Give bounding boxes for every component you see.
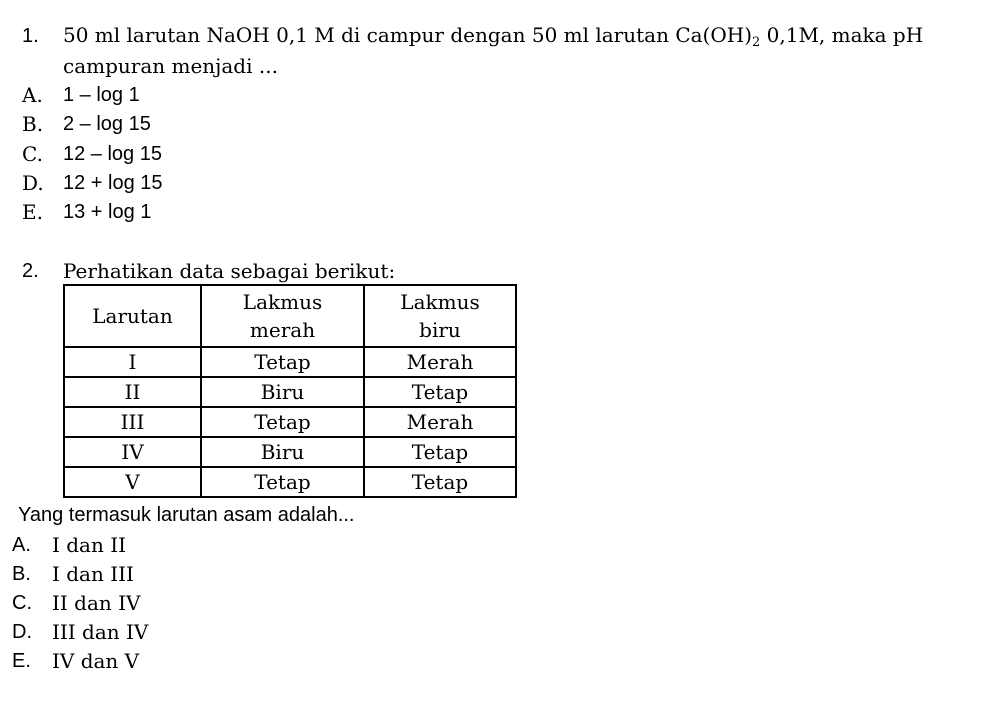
cell-larutan: V	[64, 467, 201, 497]
cell-larutan: I	[64, 347, 201, 377]
q1-text-part-b: 0,1M, maka pH	[760, 23, 924, 47]
q2-option-b-letter: B.	[12, 563, 31, 585]
q1-number: 1.	[22, 25, 39, 47]
cell-larutan: IV	[64, 437, 201, 467]
q1-text-line2: campuran menjadi ...	[63, 54, 278, 78]
q1-option-c-text: 12 – log 15	[63, 143, 162, 165]
q2-option-d-letter: D.	[12, 621, 32, 643]
q1-option-a-text: 1 – log 1	[63, 84, 140, 106]
q1-text-subscript: 2	[752, 35, 761, 50]
cell-larutan: II	[64, 377, 201, 407]
cell-lakmus-biru: Merah	[364, 347, 516, 377]
q1-option-c-letter: C.	[22, 142, 43, 166]
q1-option-e-text: 13 + log 1	[63, 201, 152, 223]
q2-question: Yang termasuk larutan asam adalah...	[18, 504, 355, 526]
table-header-row	[64, 285, 516, 347]
q1-option-b-letter: B.	[22, 112, 44, 136]
q2-option-e-letter: E.	[12, 650, 31, 672]
q2-option-c-letter: C.	[12, 592, 32, 614]
cell-lakmus-biru: Merah	[364, 407, 516, 437]
q2-option-a-letter: A.	[12, 534, 31, 556]
cell-lakmus-biru: Tetap	[364, 437, 516, 467]
table-row	[64, 467, 516, 497]
q1-text-part-a: 50 ml larutan NaOH 0,1 M di campur dengan 50 ml larutan Ca(OH)	[63, 23, 752, 47]
q1-option-a-letter: A.	[22, 83, 43, 107]
cell-larutan: III	[64, 407, 201, 437]
q1-option-d-letter: D.	[22, 171, 44, 195]
q2-option-a-text: I dan II	[52, 533, 127, 557]
table-row	[64, 377, 516, 407]
q2-option-b-text: I dan III	[52, 562, 134, 586]
table-row	[64, 407, 516, 437]
q1-text-line1	[63, 23, 923, 51]
q1-option-d-text: 12 + log 15	[63, 172, 163, 194]
q2-text: Perhatikan data sebagai berikut:	[63, 259, 396, 283]
cell-lakmus-merah: Biru	[201, 377, 364, 407]
table-row	[64, 437, 516, 467]
q2-option-e-text: IV dan V	[52, 649, 140, 673]
q2-option-c-text: II dan IV	[52, 591, 141, 615]
litmus-data-table	[63, 284, 517, 498]
cell-lakmus-merah: Tetap	[201, 407, 364, 437]
cell-lakmus-biru: Tetap	[364, 467, 516, 497]
header-larutan: Larutan	[64, 285, 201, 347]
q2-number: 2.	[22, 260, 39, 282]
header-lakmus-merah: Lakmus merah	[201, 285, 364, 347]
cell-lakmus-merah: Biru	[201, 437, 364, 467]
table-row	[64, 347, 516, 377]
cell-lakmus-biru: Tetap	[364, 377, 516, 407]
cell-lakmus-merah: Tetap	[201, 467, 364, 497]
header-lakmus-biru: Lakmus biru	[364, 285, 516, 347]
cell-lakmus-merah: Tetap	[201, 347, 364, 377]
q1-option-b-text: 2 – log 15	[63, 113, 151, 135]
q2-option-d-text: III dan IV	[52, 620, 149, 644]
q1-option-e-letter: E.	[22, 200, 43, 224]
